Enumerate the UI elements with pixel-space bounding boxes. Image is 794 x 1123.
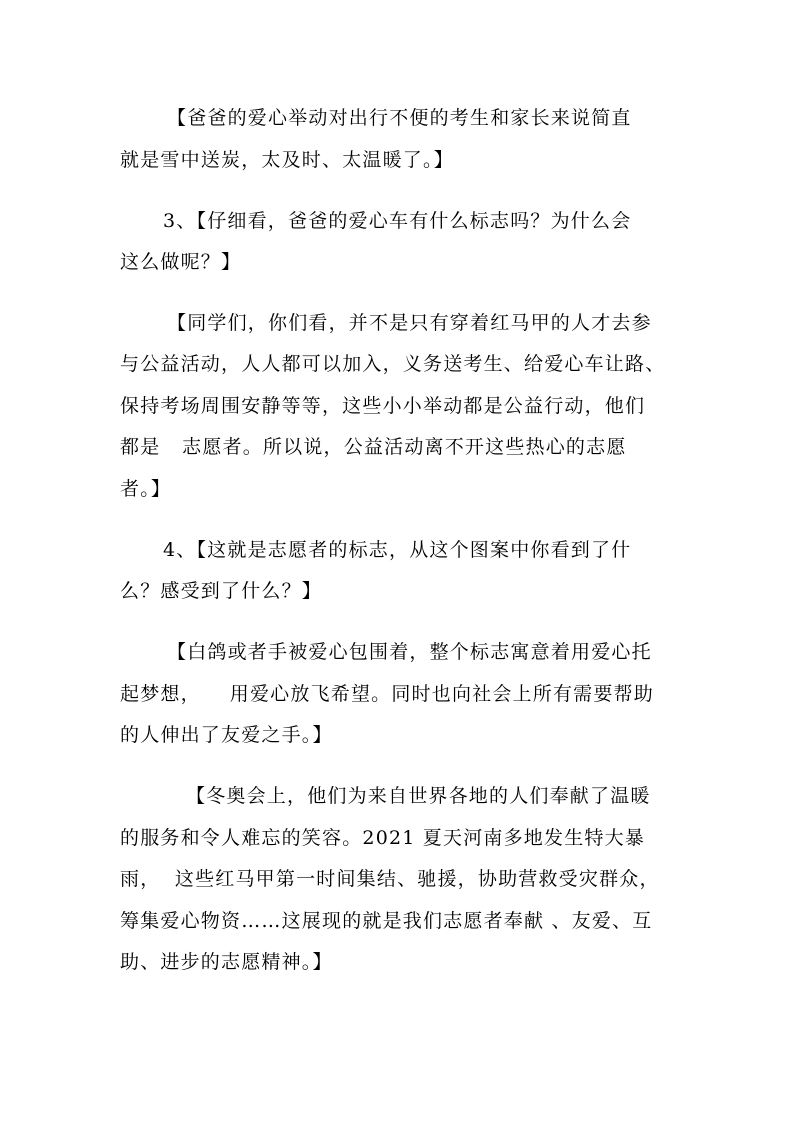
- text-line: 的服务和令人难忘的笑容。2021 夏天河南多地发生特大暴: [120, 827, 645, 849]
- text-line: 【白鸽或者手被爱心包围着，整个标志寓意着用爱心托: [167, 641, 652, 663]
- text-line: 起梦想， 用爱心放飞希望。同时也向社会上所有需要帮助: [120, 683, 654, 705]
- text-line: 【爸爸的爱心举动对出行不便的考生和家长来说简直: [167, 107, 632, 129]
- text-line: 筹集爱心物资……这展现的就是我们志愿者奉献 、友爱、互: [120, 910, 653, 932]
- text-line: 这么做呢？】: [120, 251, 242, 273]
- text-line: 者。】: [120, 478, 172, 500]
- text-line: 与公益活动，人人都可以加入，义务送考生、给爱心车让路、: [120, 353, 666, 375]
- text-line: 么？感受到了什么？】: [120, 580, 323, 602]
- text-line: 都是 志愿者。所以说，公益活动离不开这些热心的志愿: [120, 436, 627, 458]
- text-line: 4、【这就是志愿者的标志，从这个图案中你看到了什: [163, 539, 632, 561]
- text-line: 保持考场周围安静等等，这些小小举动都是公益行动，他们: [120, 395, 646, 417]
- text-line: 【同学们，你们看，并不是只有穿着红马甲的人才去参: [167, 312, 652, 334]
- text-line: 【冬奥会上，他们为来自世界各地的人们奉献了温暖: [186, 785, 651, 807]
- text-line: 雨， 这些红马甲第一时间集结、驰援，协助营救受灾群众，: [120, 868, 660, 890]
- text-line: 3、【仔细看，爸爸的爱心车有什么标志吗？为什么会: [163, 210, 632, 232]
- text-line: 就是雪中送炭，太及时、太温暖了。】: [120, 149, 454, 171]
- text-line: 助、进步的志愿精神。】: [120, 951, 333, 973]
- text-line: 的人伸出了友爱之手。】: [120, 724, 333, 746]
